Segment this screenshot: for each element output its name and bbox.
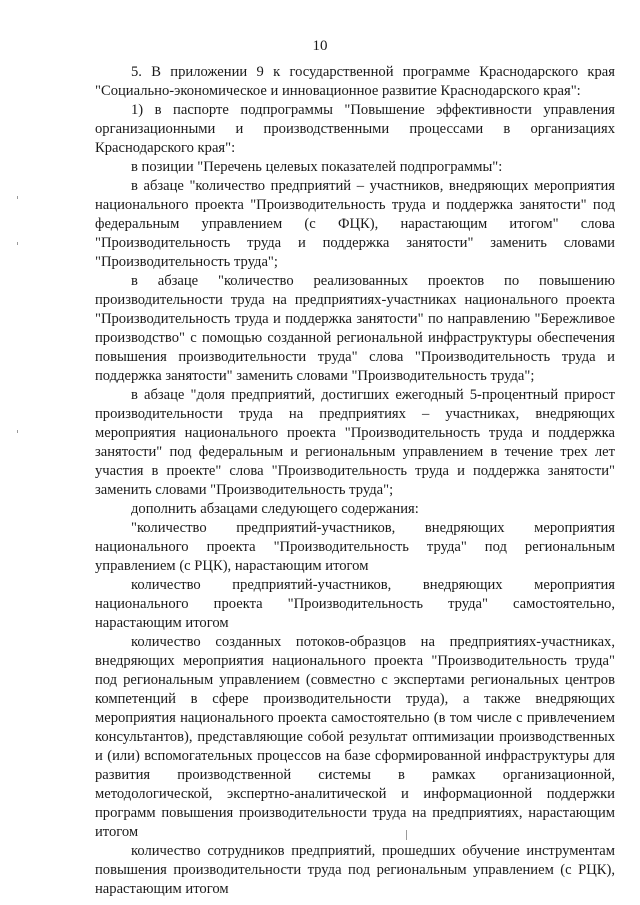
paragraph: 1) в паспорте подпрограммы "Повышение эффективности управления организационными и производственными процессами в организациях Краснодарского края": <box>95 102 615 156</box>
scan-speck <box>17 242 18 245</box>
paragraph: 5. В приложении 9 к государственной программе Краснодарского края "Социально-экономическое и инновационное развитие Краснодарского края": <box>95 64 615 99</box>
paragraph: в позиции "Перечень целевых показателей подпрограммы": <box>131 159 503 175</box>
page-number: 10 <box>312 38 328 54</box>
scan-speck <box>17 430 18 433</box>
paragraph: в абзаце "количество реализованных проектов по повышению производительности труда на предприятиях-участниках национального проекта "Производительность труда и поддержка занятости" по направлению "Бережливое производство" с помощью созданной региональной инфраструктуры обеспечения повышения производительности труда" слова "Производительность труда и поддержка занятости" заменить словами "Производительность труда"; <box>95 273 615 384</box>
document-body <box>95 63 615 899</box>
paragraph: дополнить абзацами следующего содержания: <box>131 501 419 517</box>
paragraph: количество сотрудников предприятий, прошедших обучение инструментам повышения производительности труда под региональным управлением (с РЦК), нарастающим итогом <box>95 843 615 897</box>
paragraph: количество предприятий-участников, внедряющих мероприятия национального проекта "Производительность труда" самостоятельно, нарастающим итогом <box>95 577 615 631</box>
paragraph: в абзаце "доля предприятий, достигших ежегодный 5-процентный прирост производительности труда на предприятиях – участниках, внедряющих мероприятия национального проекта "Производительность труда и поддержка занятости" под федеральным и региональным управлением в течение трех лет участия в проекте" слова "Производительность труда и поддержка занятости" заменить словами "Производительность труда"; <box>95 387 615 498</box>
scan-speck <box>17 196 18 199</box>
paragraph: "количество предприятий-участников, внедряющих мероприятия национального проекта "Производительность труда" под региональным управлением (с РЦК), нарастающим итогом <box>95 520 615 574</box>
paragraph: в абзаце "количество предприятий – участников, внедряющих мероприятия национального проекта "Производительность труда и поддержка занятости" под федеральным управлением (с ФЦК), нарастающим итогом" слова "Производительность труда и поддержка занятости" заменить словами "Производительность труда"; <box>95 178 615 270</box>
paragraph: количество созданных потоков-образцов на предприятиях-участниках, внедряющих мероприятия национального проекта "Производительность труда" под региональным управлением (совместно с экспертами региональных центров компетенций в сфере производительности труда), а также внедряющих мероприятия национального проекта самостоятельно (в том числе с привлечением консультантов), представляющие собой результат оптимизации производственных и (или) вспомогательных процессов на базе сформированной инфраструктуры для развития производственной системы в рамках организационной, методологической, экспертно-аналитической и информационной поддержки программ повышения производительности труда на предприятиях, нарастающим итогом <box>95 634 615 840</box>
scan-speck <box>406 830 407 840</box>
